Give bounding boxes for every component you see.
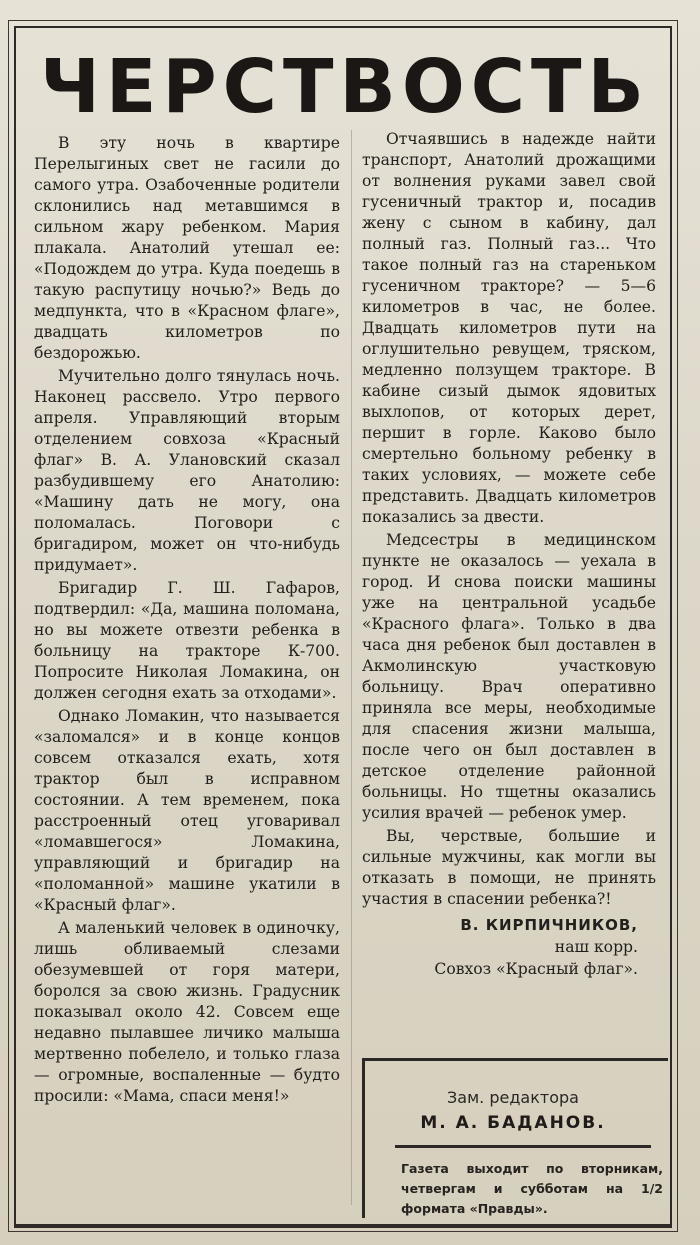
paragraph: Вы, черствые, большие и сильные мужчины, как могли вы отказать в помощи, не принять участия в спасении ребенка?! xyxy=(362,827,656,908)
left-column xyxy=(34,133,340,1107)
paragraph: Бригадир Г. Ш. Гафаров, подтвердил: «Да, машина поломана, но вы можете отвезти ребенка в больницу на тракторе К-700. Попросите Николая Ломакина, он должен сегодня ехать за отходами». xyxy=(34,579,340,702)
right-column xyxy=(362,129,656,980)
author-place: Совхоз «Красный флаг». xyxy=(434,960,638,978)
paragraph: Медсестры в медицинском пункте не оказалось — уехала в город. И снова поиски машины уже на центральной усадьбе «Красного флага». Только в два часа дня ребенок был доставлен в Акмолинскую участковую больницу. Врач оперативно приняла все меры, необходимые для спасения жизни малыша, после чего он был доставлен в детское отделение районной больницы. Но тщетны оказались усилия врачей — ребенок умер. xyxy=(362,531,656,822)
paragraph: Однако Ломакин, что называется «заломался» и в конце концов совсем отказался ехать, хотя трактор был в исправном состоянии. А тем временем, пока расстроенный отец уговаривал «ломавшегося» Ломакина, управляющий и бригадир на «поломанной» машине укатили в «Красный флаг». xyxy=(34,707,340,914)
column-divider xyxy=(351,130,352,1205)
headline: ЧЕРСТВОСТЬ xyxy=(40,44,650,130)
editor-rule xyxy=(395,1145,651,1148)
paragraph: А маленький человек в одиночку, лишь обливаемый слезами обезумевшей от горя матери, боролся за свою жизнь. Градусник показывал около 42. Совсем еще недавно пылавшее личико малыша мертвенно побелело, и только глаза — огромные, воспаленные — будто просили: «Мама, спаси меня!» xyxy=(34,919,340,1105)
paragraph: Отчаявшись в надежде найти транспорт, Анатолий дрожащими от волнения руками завел свой гусеничный трактор и, посадив жену с сыном в кабину, дал полный газ. Полный газ... Что такое полный газ на стареньком гусеничном тракторе? — 5—6 километров в час, не более. Двадцать километров пути на оглушительно ревущем, тряском, медленно ползущем тракторе. В кабине сизый дымок ядовитых выхлопов, от которых дерет, першит в горле. Каково было смертельно больному ребенку в таких условиях, — можете себе представить. Двадцать километров показались за двести. xyxy=(362,130,656,526)
publication-note: Газета выходит по вторникам, четвергам и субботам на 1/2 формата «Правды». xyxy=(401,1161,663,1216)
paragraph: Мучительно долго тянулась ночь. Наконец рассвело. Утро первого апреля. Управляющий вторым отделением совхоза «Красный флаг» В. А. Улановский сказал разбудившему его Анатолию: «Машину дать не могу, она поломалась. Поговори с бригадиром, может он что-нибудь придумает». xyxy=(34,367,340,574)
paragraph: В эту ночь в квартире Перелыгиных свет не гасили до самого утра. Озабоченные родители склонились над метавшимся в сильном жару ребенком. Мария плакала. Анатолий утешал ее: «Подождем до утра. Куда поедешь в такую распутицу ночью?» Ведь до медпункта, что в «Красном флаге», двадцать километров по бездорожью. xyxy=(34,134,340,362)
byline xyxy=(362,914,656,980)
editor-title: Зам. редактора xyxy=(447,1088,579,1107)
editor-box xyxy=(362,1058,668,1218)
author-role: наш корр. xyxy=(554,938,638,956)
bottom-rule xyxy=(14,1226,672,1228)
author-name: В. КИРПИЧНИКОВ, xyxy=(460,916,638,934)
editor-name: М. А. БАДАНОВ. xyxy=(420,1113,606,1133)
